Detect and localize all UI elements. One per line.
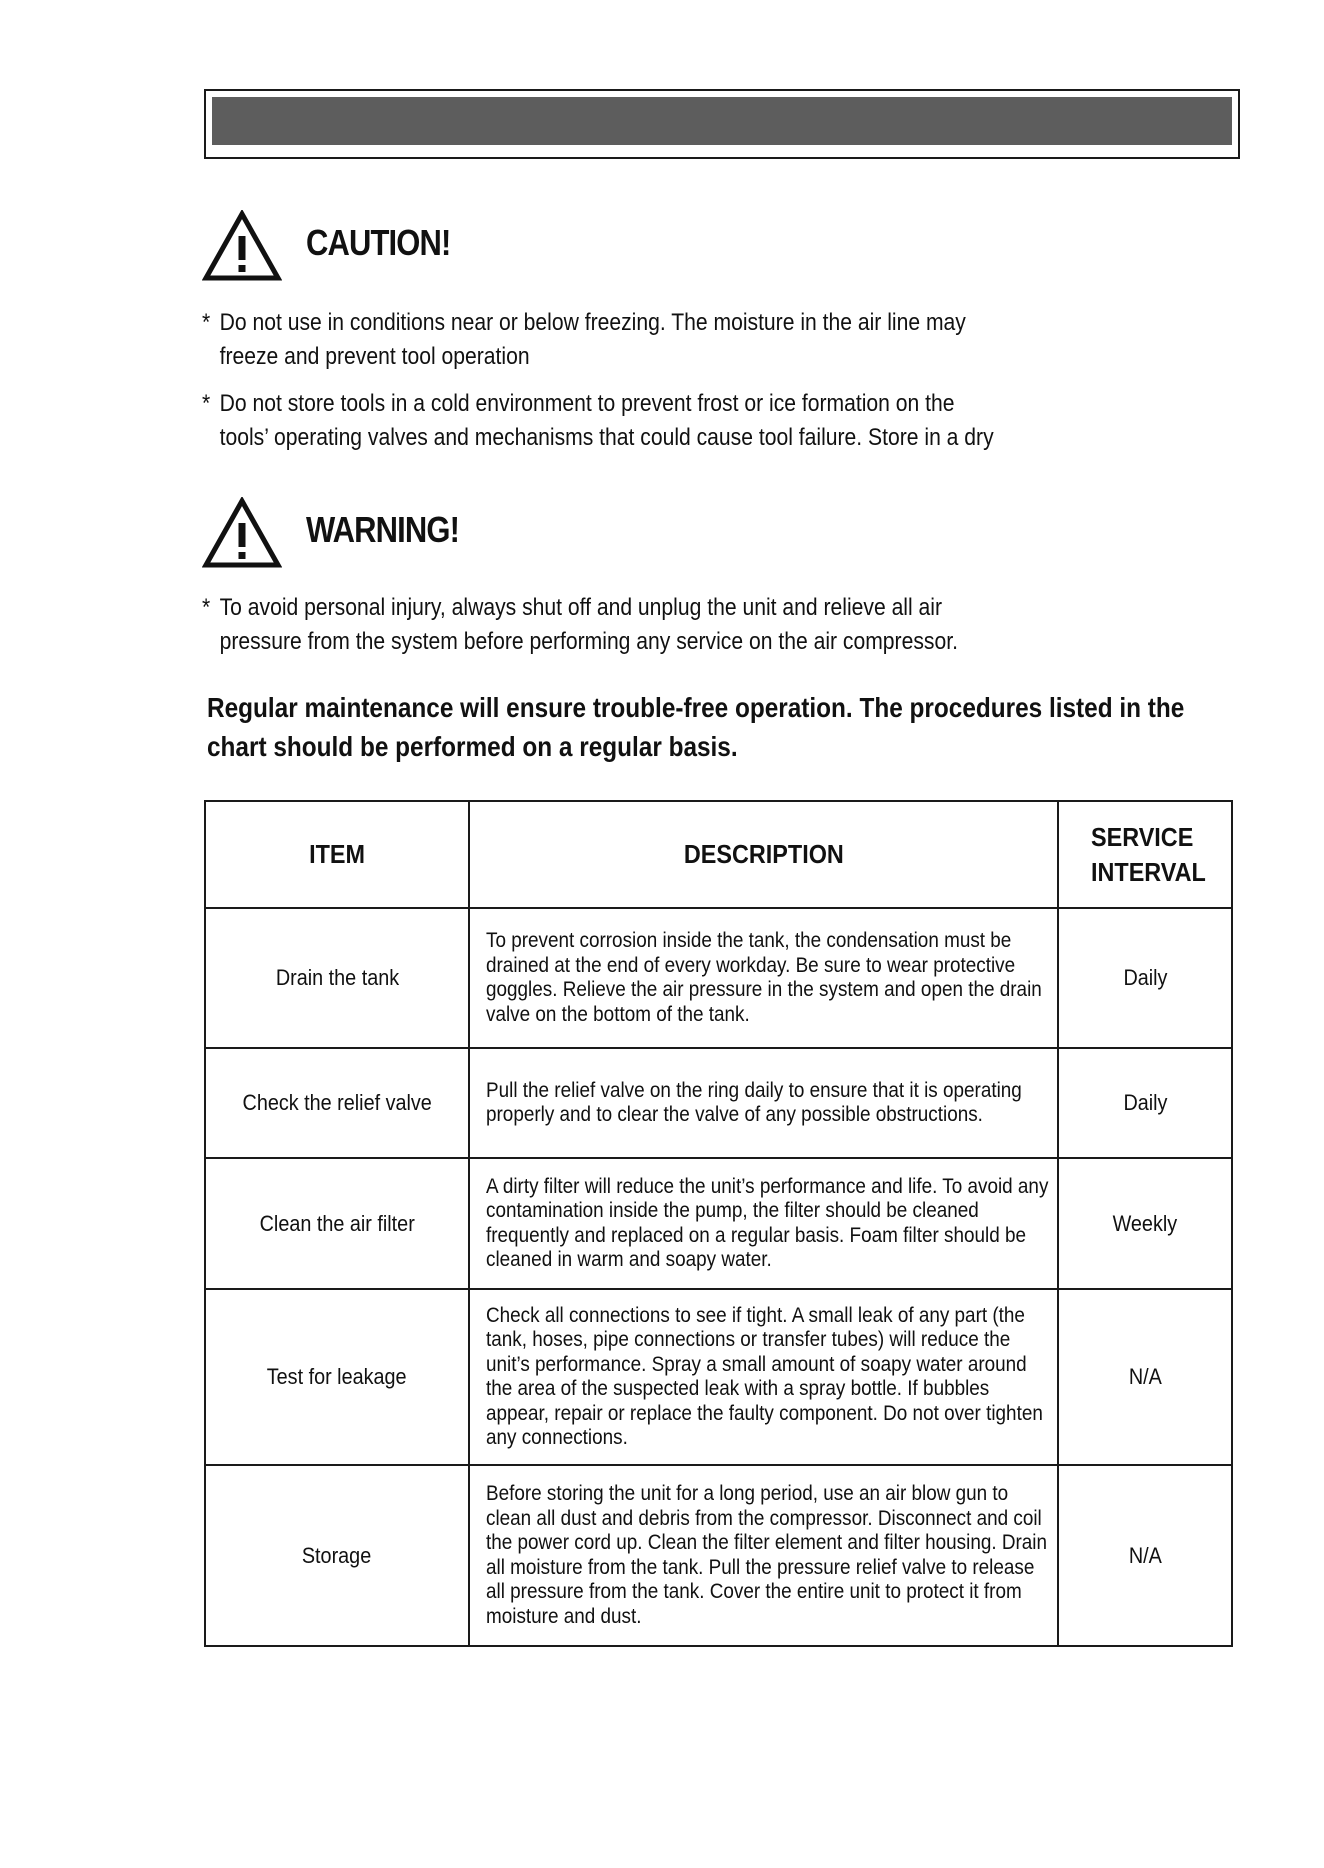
row-interval: Weekly (1058, 1158, 1232, 1289)
row-description: A dirty filter will reduce the unit’s performance and life. To avoid any contamination inside the pump, the filter should be cleaned frequently and replaced on a regular basis. Foam filter should be cleaned in warm and soapy water. (469, 1158, 1058, 1289)
maintenance-table (204, 800, 1233, 1647)
table-row (205, 1289, 1232, 1465)
table-row (205, 1158, 1232, 1289)
row-item: Check the relief valve (205, 1048, 469, 1158)
warning-triangle-icon (202, 210, 282, 282)
section-header-frame (204, 89, 1240, 159)
maintenance-intro: Regular maintenance will ensure trouble-free operation. The procedures listed in the chart should be performed on a regular basis. (207, 692, 1185, 762)
table-header-row (205, 801, 1232, 908)
row-description: Check all connections to see if tight. A small leak of any part (the tank, hoses, pipe connections or transfer tubes) will reduce the unit’s performance. Spray a small amount of soapy water around the area of the suspected leak with a spray bottle. If bubbles appear, repair or replace the faulty component. Do not over tighten any connections. (469, 1289, 1058, 1465)
row-interval: N/A (1058, 1465, 1232, 1646)
row-description: Pull the relief valve on the ring daily to ensure that it is operating properly and to clear the valve of any possible obstructions. (469, 1048, 1058, 1158)
caution-item-1: * Do not use in conditions near or below freezing. The moisture in the air line may freeze and prevent tool operation (202, 309, 966, 370)
header-item: ITEM (205, 801, 469, 908)
row-description: Before storing the unit for a long period, use an air blow gun to clean all dust and debris from the compressor. Disconnect and coil the power cord up. Clean the filter element and filter housing. Drain all moisture from the tank. Pull the pressure relief valve to release all pressure from the tank. Cover the entire unit to protect it from moisture and dust. (469, 1465, 1058, 1646)
row-description: To prevent corrosion inside the tank, the condensation must be drained at the end of every workday. Be sure to wear protective goggles. Relieve the air pressure in the system and open the drain valve on the bottom of the tank. (469, 908, 1058, 1048)
row-interval: Daily (1058, 1048, 1232, 1158)
header-service-interval: SERVICE INTERVAL (1058, 801, 1232, 908)
header-description: DESCRIPTION (469, 801, 1058, 908)
caution-heading (202, 210, 702, 286)
row-item: Clean the air filter (205, 1158, 469, 1289)
table-row (205, 1465, 1232, 1646)
warning-heading (202, 497, 702, 573)
table-row (205, 1048, 1232, 1158)
warning-item-1: * To avoid personal injury, always shut off and unplug the unit and relieve all air pressure from the system before performing any service on the air compressor. (202, 594, 958, 655)
row-interval: N/A (1058, 1289, 1232, 1465)
warning-triangle-icon (202, 497, 282, 569)
warning-title: WARNING! (306, 509, 460, 550)
row-interval: Daily (1058, 908, 1232, 1048)
table-row (205, 908, 1232, 1048)
caution-title: CAUTION! (306, 222, 451, 263)
row-item: Storage (205, 1465, 469, 1646)
row-item: Test for leakage (205, 1289, 469, 1465)
row-item: Drain the tank (205, 908, 469, 1048)
section-header-bar (212, 97, 1232, 145)
caution-item-2: * Do not store tools in a cold environment to prevent frost or ice formation on the tools’ operating valves and mechanisms that could cause tool failure. Store in a dry (202, 390, 994, 451)
